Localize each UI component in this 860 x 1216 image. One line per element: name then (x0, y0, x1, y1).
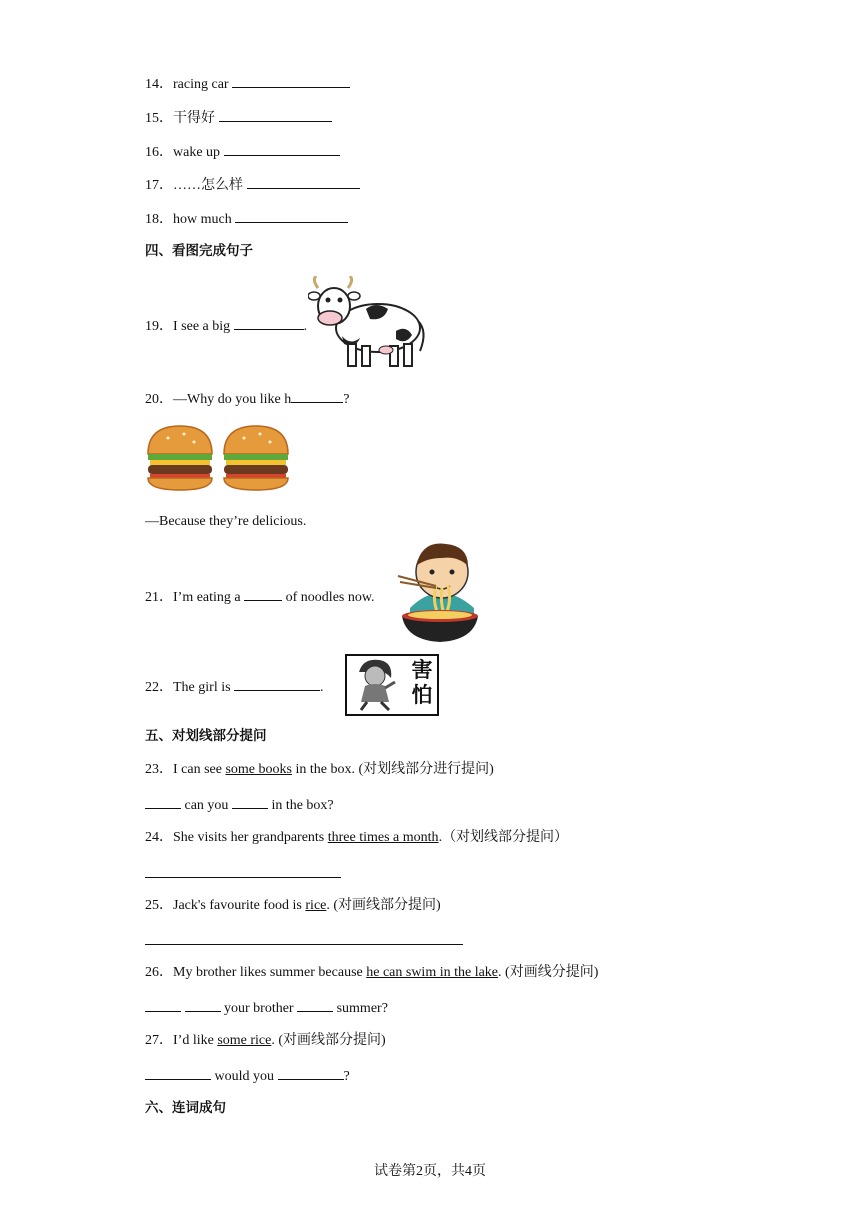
answer-blank[interactable] (232, 74, 350, 88)
answer-25 (145, 931, 463, 951)
vocab-item-14: 14．racing car (145, 74, 350, 94)
section-title-4: 四、看图完成句子 (145, 243, 253, 259)
answer-24 (145, 864, 341, 884)
answer-blank[interactable] (145, 864, 341, 878)
scared-label: 害怕 (411, 658, 433, 707)
answer-blank[interactable] (145, 998, 181, 1012)
scared-girl-image (345, 654, 439, 716)
question-21: 21．I’m eating a of noodles now. (145, 587, 375, 607)
answer-blank[interactable] (145, 1066, 211, 1080)
cow-image (308, 276, 432, 370)
hamburgers-image (144, 424, 290, 492)
answer-27: would you ? (145, 1066, 350, 1086)
question-26: 26．My brother likes summer because he can swim in the lake. (对画线分提问) (145, 965, 599, 980)
question-24: 24．She visits her grandparents three times a month.（对划线部分提问） (145, 830, 569, 845)
vocab-item-18: 18．how much (145, 209, 348, 229)
answer-blank[interactable] (247, 175, 360, 189)
answer-blank[interactable] (235, 209, 348, 223)
answer-blank[interactable] (234, 316, 304, 330)
question-23: 23．I can see some books in the box. (对划线部分进行提问) (145, 762, 494, 777)
answer-26: your brother summer? (145, 998, 388, 1018)
girl-figure-icon (351, 658, 403, 712)
vocab-item-16: 16．wake up (145, 142, 340, 162)
question-27: 27．I’d like some rice. (对画线部分提问) (145, 1033, 386, 1048)
vocab-item-15: 15．干得好 (145, 108, 332, 128)
answer-blank[interactable] (219, 108, 332, 122)
answer-blank[interactable] (297, 998, 333, 1012)
answer-blank[interactable] (185, 998, 221, 1012)
answer-20: —Because they’re delicious. (145, 514, 307, 529)
answer-blank[interactable] (145, 931, 463, 945)
vocab-item-17: 17．……怎么样 (145, 175, 360, 195)
page-footer: 试卷第2页，共4页 (374, 1164, 486, 1179)
answer-blank[interactable] (232, 795, 268, 809)
section-title-5: 五、对划线部分提问 (145, 728, 267, 744)
answer-blank[interactable] (224, 142, 340, 156)
question-25: 25．Jack's favourite food is rice. (对画线部分提问) (145, 898, 441, 913)
boy-eating-noodles-image (396, 542, 484, 646)
answer-blank[interactable] (145, 795, 181, 809)
question-22: 22．The girl is . (145, 677, 324, 697)
answer-blank[interactable] (278, 1066, 344, 1080)
question-19: 19．I see a big . (145, 316, 307, 336)
answer-blank[interactable] (244, 587, 282, 601)
answer-23: can you in the box? (145, 795, 334, 815)
question-20: 20．—Why do you like h ? (145, 389, 349, 409)
answer-blank[interactable] (291, 389, 343, 403)
section-title-6: 六、连词成句 (145, 1100, 226, 1116)
answer-blank[interactable] (234, 677, 320, 691)
